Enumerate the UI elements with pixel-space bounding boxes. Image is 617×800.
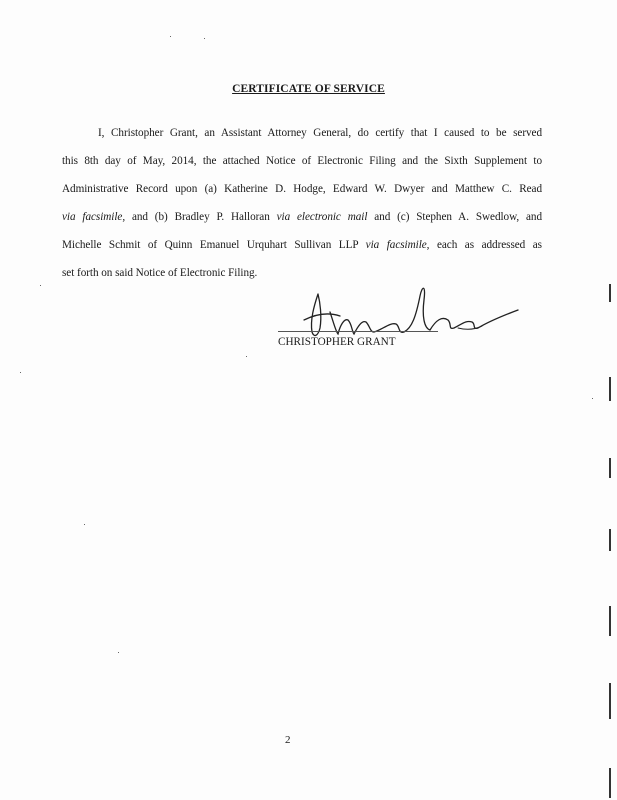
body-line-1: I, Christopher Grant, an Assistant Attorney General, do certify that I caused to be served xyxy=(98,127,542,139)
body-line-3: Administrative Record upon (a) Katherine D. Hodge, Edward W. Dwyer and Matthew C. Read xyxy=(62,183,542,195)
body-line-5-text-a: Michelle Schmit of Quinn Emanuel Urquhart Sullivan LLP xyxy=(62,239,366,251)
scan-speck xyxy=(118,652,119,653)
scan-speck xyxy=(592,398,593,399)
scan-speck xyxy=(170,36,171,37)
body-line-4-text-b: and (c) Stephen A. Swedlow, and xyxy=(367,211,543,223)
certificate-title: CERTIFICATE OF SERVICE xyxy=(232,83,385,95)
scan-mark xyxy=(609,458,611,478)
scan-mark xyxy=(609,529,611,551)
scan-mark xyxy=(609,606,611,636)
page-number: 2 xyxy=(285,734,291,746)
scan-mark xyxy=(609,683,611,719)
via-facsimile-1: via facsimile, xyxy=(62,211,126,223)
body-line-2: this 8th day of May, 2014, the attached Notice of Electronic Filing and the Sixth Supplement to xyxy=(62,155,542,167)
scan-speck xyxy=(20,372,21,373)
body-line-4 xyxy=(62,211,542,223)
via-facsimile-2: via facsimile, xyxy=(365,239,430,251)
via-electronic-mail: via electronic mail xyxy=(276,211,368,223)
body-line-4-text-a: and (b) Bradley P. Halloran xyxy=(125,211,277,223)
scan-speck xyxy=(246,356,247,357)
scan-mark xyxy=(609,768,611,798)
scan-mark xyxy=(609,284,611,302)
scan-speck xyxy=(204,38,205,39)
scan-speck xyxy=(40,285,41,286)
scan-mark xyxy=(609,377,611,401)
signer-name: CHRISTOPHER GRANT xyxy=(278,336,396,348)
signature-line xyxy=(278,331,438,332)
body-line-5 xyxy=(62,239,542,251)
scan-speck xyxy=(84,524,85,525)
body-line-6: set forth on said Notice of Electronic Filing. xyxy=(62,267,258,279)
body-line-5-text-b: each as addressed as xyxy=(429,239,542,251)
